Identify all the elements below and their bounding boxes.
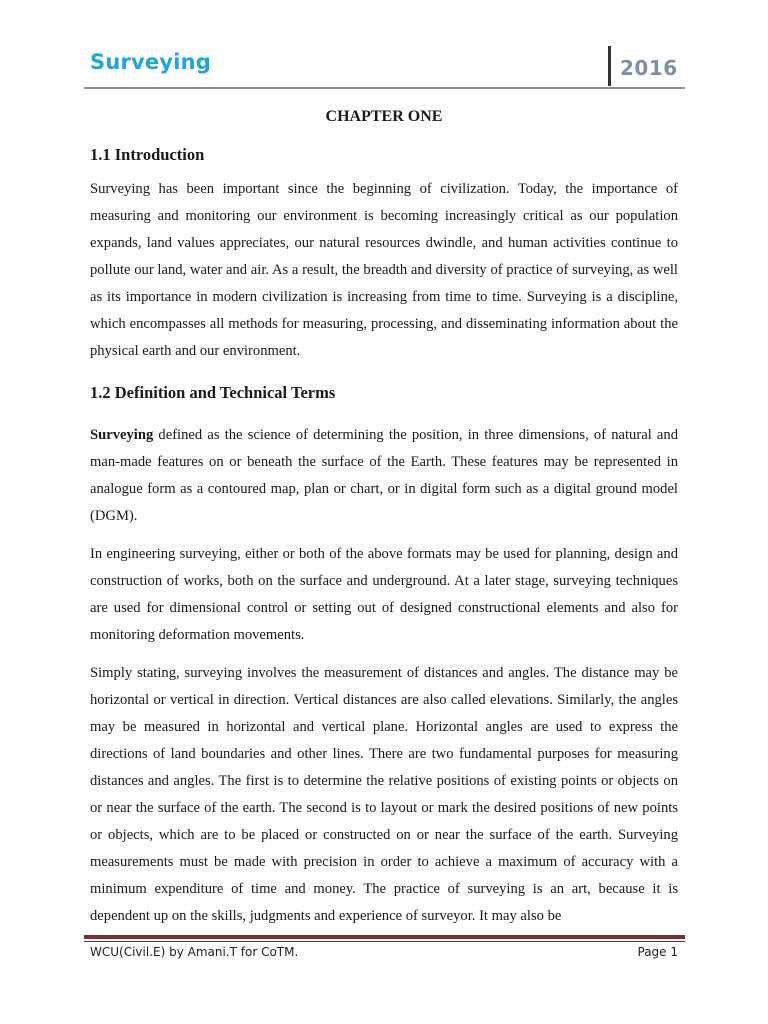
paragraph-definition: [90, 422, 678, 530]
paragraph-introduction: Surveying has been important since the beginning of civilization. Today, the importance of measuring and monitoring our environment is becoming increasingly critical as our population expands, land values appreciates, our natural resources dwindle, and human activities continue to pollute our land, water and air. As a result, the breadth and diversity of practice of surveying, as well as its importance in modern civilization is increasing from time to time. Surveying is a discipline, which encompasses all methods for measuring, processing, and disseminating information about the physical earth and our environment.: [90, 181, 678, 359]
paragraph-measurement: Simply stating, surveying involves the measurement of distances and angles. The distance may be horizontal or vertical in direction. Vertical distances are also called elevations. Similarly, the angles may be measured in horizontal and vertical plane. Horizontal angles are used to express the directions of land boundaries and other lines. There are two fundamental purposes for measuring distances and angles. The first is to determine the relative positions of existing points or objects on or near the surface of the earth. The second is to layout or mark the desired positions of new points or objects, which are to be placed or constructed on or near the surface of the earth. Surveying measurements must be made with precision in order to achieve a maximum of accuracy with a minimum expenditure of time and money. The practice of surveying is an art, because it is dependent up on the skills, judgments and experience of surveyor. It may also be: [90, 665, 678, 924]
footer-rule: [84, 935, 685, 939]
footer-page-number: Page 1: [637, 945, 678, 959]
footer-author: WCU(Civil.E) by Amani.T for CoTM.: [90, 945, 299, 959]
term-surveying: Surveying: [90, 427, 154, 443]
header-divider: [608, 46, 611, 86]
section-heading-introduction: 1.1 Introduction: [90, 145, 205, 164]
section-heading-definition: 1.2 Definition and Technical Terms: [90, 383, 336, 402]
paragraph-definition-text: defined as the science of determining the position, in three dimensions, of natural and man-made features on or beneath the surface of the Earth. These features may be represented in analogue form as a contoured map, plan or chart, or in digital form such as a digital ground model (DGM).: [90, 427, 678, 524]
header-title: Surveying: [90, 50, 212, 74]
paragraph-engineering-surveying: In engineering surveying, either or both of the above formats may be used for planning, design and construction of works, both on the surface and underground. At a later stage, surveying techniques are used for dimensional control or setting out of designed constructional elements and also for monitoring deformation movements.: [90, 546, 678, 643]
chapter-title: CHAPTER ONE: [325, 108, 443, 125]
footer-rule-thin: [84, 941, 685, 942]
header-year: 2016: [620, 56, 678, 80]
header-rule: [84, 87, 685, 89]
